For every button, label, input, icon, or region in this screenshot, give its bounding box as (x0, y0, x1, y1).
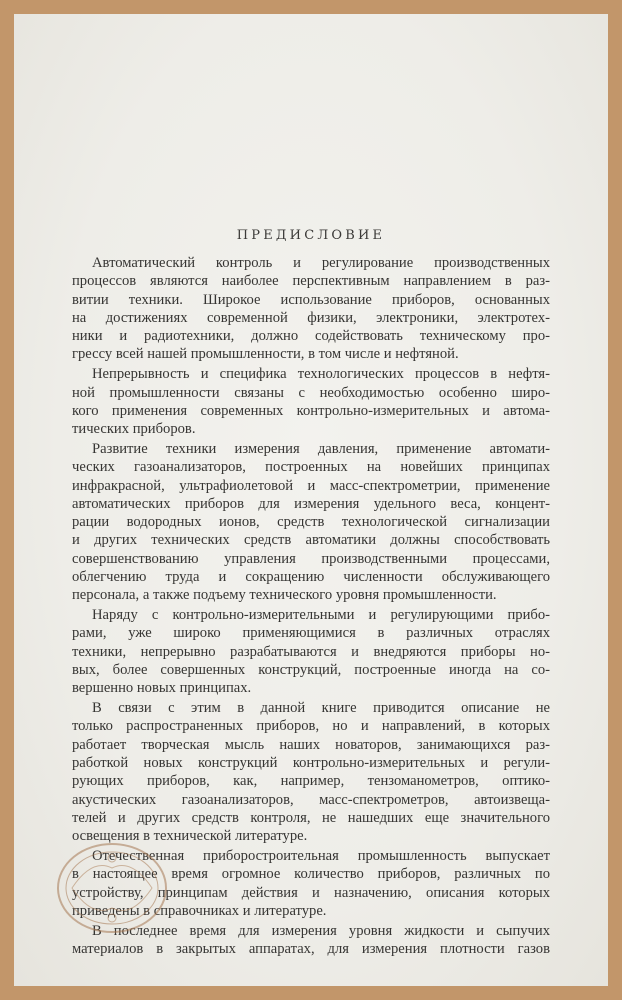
paragraph (72, 606, 550, 697)
text-line: и других технических средств автоматики должны способствовать (72, 532, 550, 549)
text-line: только распространенных приборов, но и направлений, в которых (72, 718, 550, 735)
text-line: в настоящее время огромное количество приборов, различных по (72, 866, 550, 883)
text-line: тических приборов. (72, 421, 196, 438)
text-line: Развитие техники измерения давления, применение автомати- (92, 440, 550, 457)
text-line: персонала, а также подъему технического уровня промышленности. (72, 587, 497, 604)
text-line: Непрерывность и специфика технологических процессов в нефтя- (92, 366, 550, 383)
page-heading: ПРЕДИСЛОВИЕ (236, 228, 386, 243)
text-line: Наряду с контрольно-измерительными и регулирующими прибо- (92, 607, 550, 624)
text-line: В связи с этим в данной книге приводится описание не (92, 700, 550, 717)
text-line: процессов являются наиболее перспективным направлением в раз- (72, 273, 550, 290)
text-line: устройству, принципам действия и назначению, описания которых (72, 884, 550, 901)
text-line: грессу всей нашей промышленности, в том числе и нефтяной. (72, 346, 459, 363)
paragraph (72, 440, 550, 605)
paragraph (72, 365, 550, 438)
text-line: работает творческая мысль наших новаторов, занимающихся раз- (72, 736, 550, 753)
text-line: рами, уже широко применяющимися в различных отраслях (72, 625, 550, 642)
text-line: кого применения современных контрольно-измерительных и автома- (72, 402, 550, 419)
text-line: вершенно новых принципах. (72, 680, 252, 697)
text-line: материалов в закрытых аппаратах, для измерения плотности газов (72, 940, 550, 957)
text-line: рующих приборов, как, например, тензоманометров, оптико- (72, 773, 550, 790)
text-line: Автоматический контроль и регулирование производственных (92, 255, 550, 271)
text-line: облегчению труда и сокращению численности обслуживающего (72, 569, 550, 586)
text-line: акустических газоанализаторов, масс-спектрометров, автоизвеща- (72, 791, 550, 808)
text-line: ной промышленности связаны с необходимостью особенно широ- (72, 384, 550, 401)
text-line: телей и других средств контроля, не нашедших еще значительного (72, 809, 550, 826)
text-line: рации водородных ионов, средств технологической сигнализации (72, 514, 550, 531)
text-line: приведены в справочниках и литературе. (72, 902, 327, 919)
text-line: на достижениях современной физики, электроники, электротех- (72, 309, 550, 326)
text-line: совершенствованию управления производственными процессами, (72, 550, 550, 567)
text-line: Отечественная приборостроительная промышленность выпускает (92, 848, 550, 864)
text-line: освещения в технической литературе. (72, 828, 308, 845)
text-line: работкой новых конструкций контрольно-измерительных и регули- (72, 755, 550, 772)
text-line: В последнее время для измерения уровня жидкости и сыпучих (92, 922, 550, 939)
text-line: инфракрасной, ультрафиолетовой и масс-спектрометрии, применение (72, 477, 550, 494)
text-line: автоматических приборов для измерения удельного веса, концент- (72, 495, 550, 512)
paragraph (72, 699, 550, 845)
paragraph (72, 254, 550, 364)
text-line: вых, более совершенных конструкций, построенные иногда на со- (72, 662, 550, 679)
text-line: ческих газоанализаторов, построенных на новейших принципах (72, 459, 550, 476)
watermark-stamp (52, 838, 172, 938)
text-line: ники и радиотехники, должно содействовать техническому про- (72, 328, 550, 345)
text-line: витии техники. Широкое использование приборов, основанных (72, 291, 550, 308)
text-line: техники, непрерывно разрабатываются и внедряются приборы но- (72, 643, 550, 660)
